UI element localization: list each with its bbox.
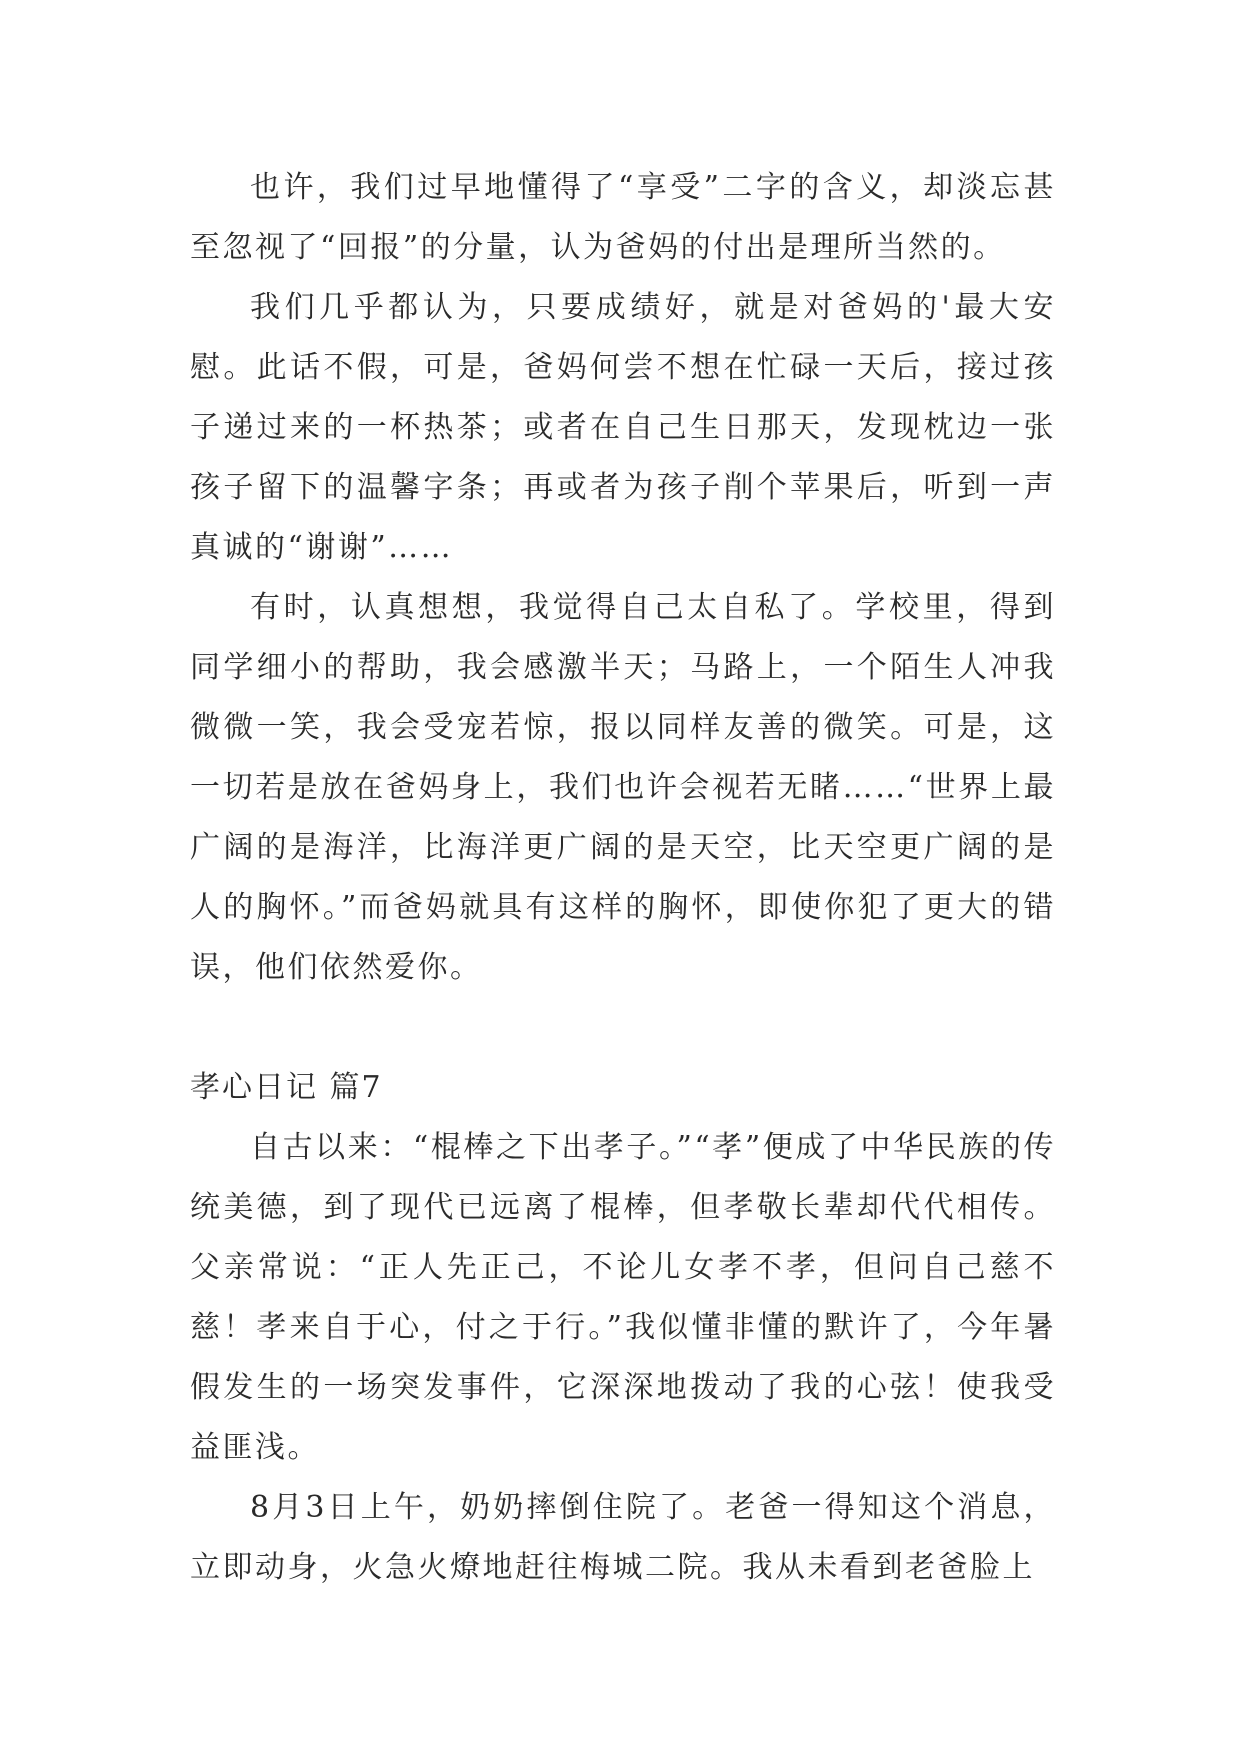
paragraph-grandma-hospital: 8月3日上午，奶奶摔倒住院了。老爸一得知这个消息，立即动身，火急火燎地赶往梅城二院。我从未看到老爸脸上	[190, 1490, 1056, 1585]
document-body	[190, 158, 1056, 1598]
paragraph-enjoyment: 也许，我们过早地懂得了“享受”二字的含义，却淡忘甚至忽视了“回报”的分量，认为爸妈的付出是理所当然的。	[190, 170, 1056, 265]
paragraph-filial-tradition: 自古以来：“棍棒之下出孝子。”“孝”便成了中华民族的传统美德，到了现代已远离了棍棒，但孝敬长辈却代代相传。父亲常说：“正人先正己，不论儿女孝不孝，但问自己慈不慈！孝来自于心，付之于行。”我似懂非懂的默许了，今年暑假发生的一场突发事件，它深深地拨动了我的心弦！使我受益匪浅。	[190, 1130, 1056, 1465]
section-gap	[190, 998, 1056, 1058]
paragraph-selfish: 有时，认真想想，我觉得自己太自私了。学校里，得到同学细小的帮助，我会感激半天；马路上，一个陌生人冲我微微一笑，我会受宠若惊，报以同样友善的微笑。可是，这一切若是放在爸妈身上，我们也许会视若无睹……“世界上最广阔的是海洋，比海洋更广阔的是天空，比天空更广阔的是人的胸怀。”而爸妈就具有这样的胸怀，即使你犯了更大的错误，他们依然爱你。	[190, 590, 1056, 985]
section-heading: 孝心日记 篇7	[190, 1070, 383, 1105]
paragraph-good-grades: 我们几乎都认为，只要成绩好，就是对爸妈的'最大安慰。此话不假，可是，爸妈何尝不想在忙碌一天后，接过孩子递过来的一杯热茶；或者在自己生日那天，发现枕边一张孩子留下的温馨字条；再或者为孩子削个苹果后，听到一声真诚的“谢谢”……	[190, 290, 1056, 565]
